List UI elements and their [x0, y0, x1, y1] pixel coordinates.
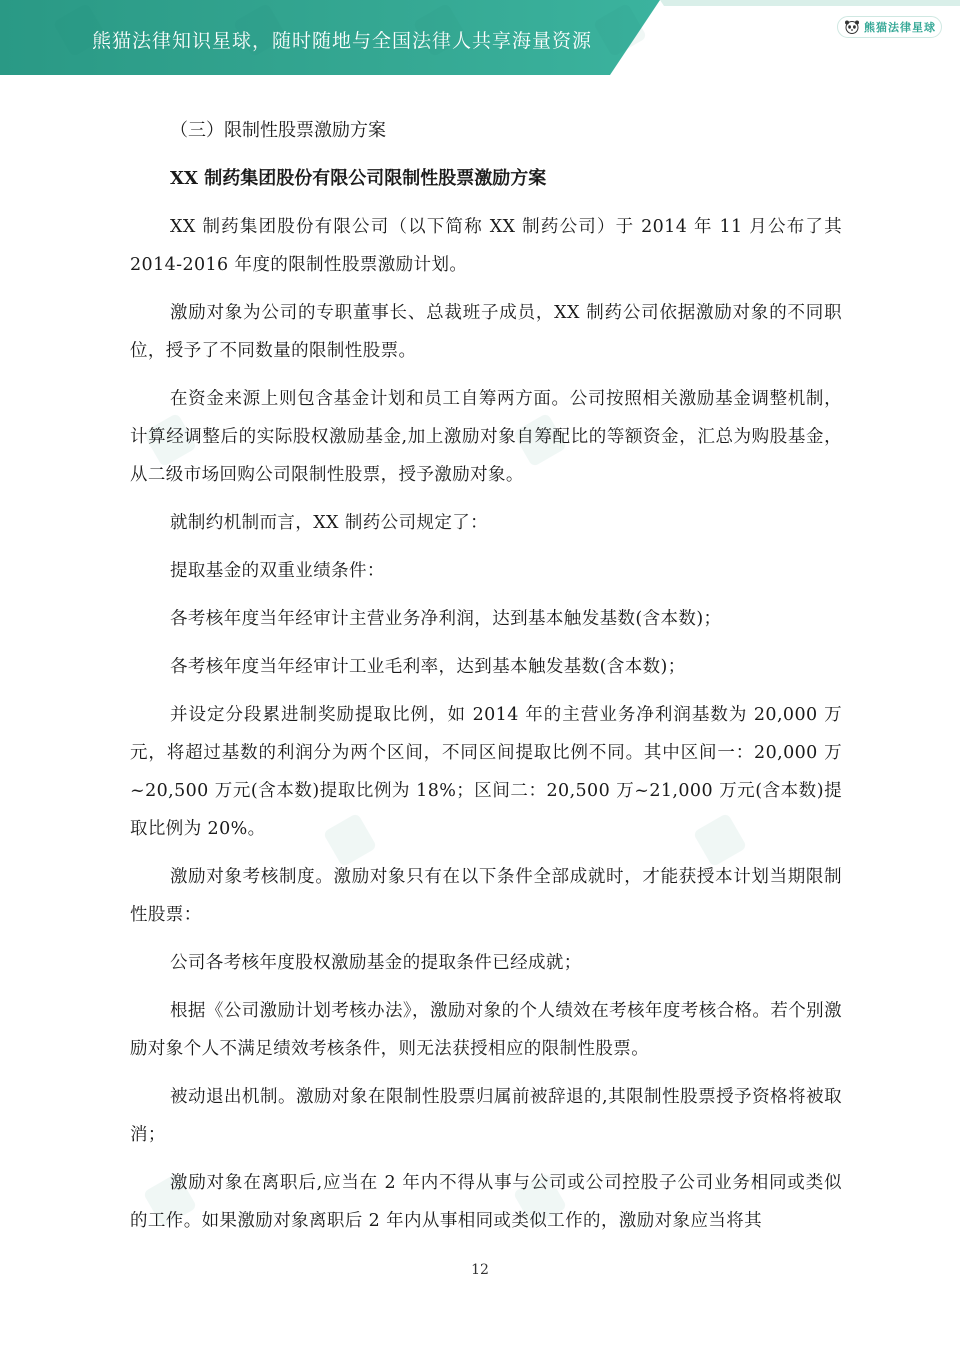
brand-label: 熊猫法律星球 — [864, 21, 936, 34]
panda-icon — [844, 20, 860, 34]
paragraph: 根据《公司激励计划考核办法》，激励对象的个人绩效在考核年度考核合格。若个别激励对象个人不满足绩效考核条件，则无法获授相应的限制性股票。 — [130, 1001, 842, 1059]
paragraph: 各考核年度当年经审计工业毛利率，达到基本触发基数(含本数)； — [170, 657, 686, 677]
paragraph: 被动退出机制。激励对象在限制性股票归属前被辞退的,其限制性股票授予资格将被取消； — [130, 1087, 842, 1145]
paragraph: 就制约机制而言，XX 制药公司规定了： — [170, 513, 489, 533]
top-banner — [0, 0, 960, 75]
document-body — [130, 112, 842, 1250]
paragraph: 各考核年度当年经审计主营业务净利润，达到基本触发基数(含本数)； — [170, 609, 722, 629]
paragraph: 激励对象考核制度。激励对象只有在以下条件全部成就时，才能获授本计划当期限制性股票： — [130, 867, 842, 925]
paragraph: 提取基金的双重业绩条件： — [170, 561, 385, 581]
paragraph: 激励对象在离职后,应当在 2 年内不得从事与公司或公司控股子公司业务相同或类似的工作。如果激励对象离职后 2 年内从事相同或类似工作的，激励对象应当将其 — [130, 1173, 842, 1231]
case-title: XX 制药集团股份有限公司限制性股票激励方案 — [170, 168, 547, 189]
brand-badge[interactable] — [837, 16, 942, 38]
section-heading: （三）限制性股票激励方案 — [170, 120, 386, 141]
paragraph: XX 制药集团股份有限公司（以下简称 XX 制药公司）于 2014 年 11 月公布了其 2014-2016 年度的限制性股票激励计划。 — [130, 217, 842, 275]
paragraph: 在资金来源上则包含基金计划和员工自筹两方面。公司按照相关激励基金调整机制，计算经调整后的实际股权激励基金,加上激励对象自筹配比的等额资金，汇总为购股基金，从二级市场回购公司限制性股票，授予激励对象。 — [130, 389, 842, 485]
banner-title: 熊猫法律知识星球，随时随地与全国法律人共享海量资源 — [92, 30, 593, 52]
paragraph: 公司各考核年度股权激励基金的提取条件已经成就； — [170, 953, 582, 973]
paragraph: 激励对象为公司的专职董事长、总裁班子成员，XX 制药公司依据激励对象的不同职位，授予了不同数量的限制性股票。 — [130, 303, 842, 361]
page-number: 12 — [471, 1262, 489, 1278]
paragraph: 并设定分段累进制奖励提取比例，如 2014 年的主营业务净利润基数为 20,000 万元，将超过基数的利润分为两个区间，不同区间提取比例不同。其中区间一：20,000 万~20,500 万元(含本数)提取比例为 18%；区间二：20,500 万~21,000 万元(含本数)提取比例为 20%。 — [130, 705, 842, 839]
